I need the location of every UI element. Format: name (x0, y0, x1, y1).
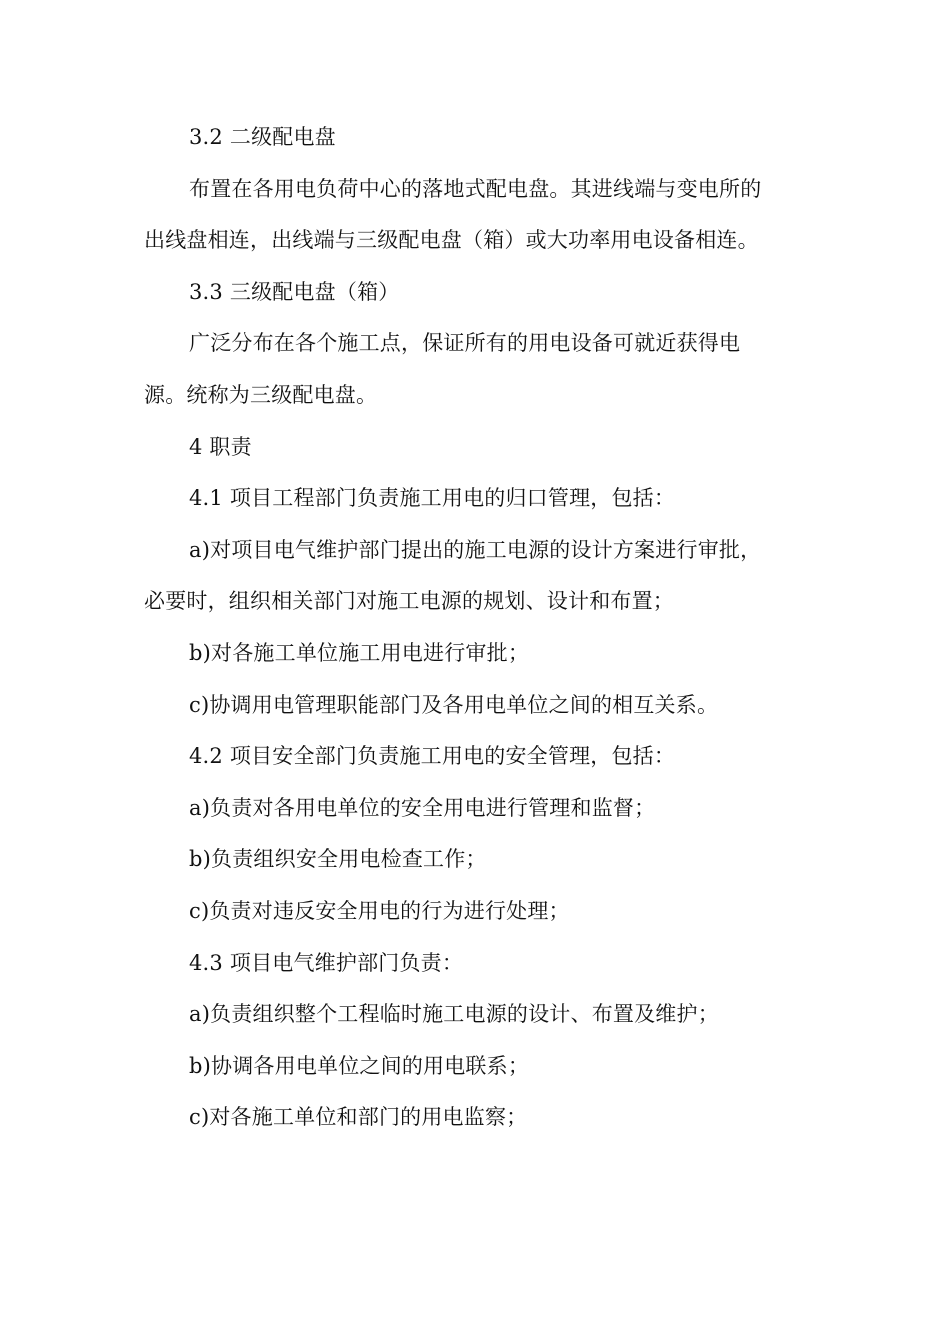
list-item: a)负责组织整个工程临时施工电源的设计、布置及维护； (189, 1002, 719, 1027)
document-body (144, 112, 806, 1144)
list-item-continuation: 必要时，组织相关部门对施工电源的规划、设计和布置； (144, 589, 674, 614)
list-item: a)负责对各用电单位的安全用电进行管理和监督； (189, 795, 656, 820)
list-item: a)对项目电气维护部门提出的施工电源的设计方案进行审批， (189, 537, 762, 562)
section-heading-4: 4 职责 (189, 434, 252, 459)
list-item: b)负责组织安全用电检查工作； (189, 847, 487, 872)
list-item: c)协调用电管理职能部门及各用电单位之间的相互关系。 (189, 692, 719, 717)
subsection-heading-4-3: 4.3 项目电气维护部门负责： (189, 950, 464, 975)
section-heading-3-2: 3.2 二级配电盘 (189, 125, 336, 149)
paragraph-line: 广泛分布在各个施工点，保证所有的用电设备可就近获得电 (189, 331, 741, 356)
paragraph-line: 源。统称为三级配电盘。 (144, 382, 378, 407)
list-item: c)负责对违反安全用电的行为进行处理； (189, 898, 570, 923)
paragraph-line: 出线盘相连，出线端与三级配电盘（箱）或大功率用电设备相连。 (144, 228, 759, 253)
list-item: b)对各施工单位施工用电进行审批； (189, 640, 530, 665)
section-heading-3-3: 3.3 三级配电盘（箱） (189, 279, 400, 304)
paragraph-line: 布置在各用电负荷中心的落地式配电盘。其进线端与变电所的 (189, 176, 762, 201)
list-item: b)协调各用电单位之间的用电联系； (189, 1053, 530, 1078)
subsection-heading-4-2: 4.2 项目安全部门负责施工用电的安全管理，包括： (189, 744, 676, 769)
subsection-heading-4-1: 4.1 项目工程部门负责施工用电的归口管理，包括： (189, 486, 676, 511)
list-item: c)对各施工单位和部门的用电监察； (189, 1105, 528, 1130)
